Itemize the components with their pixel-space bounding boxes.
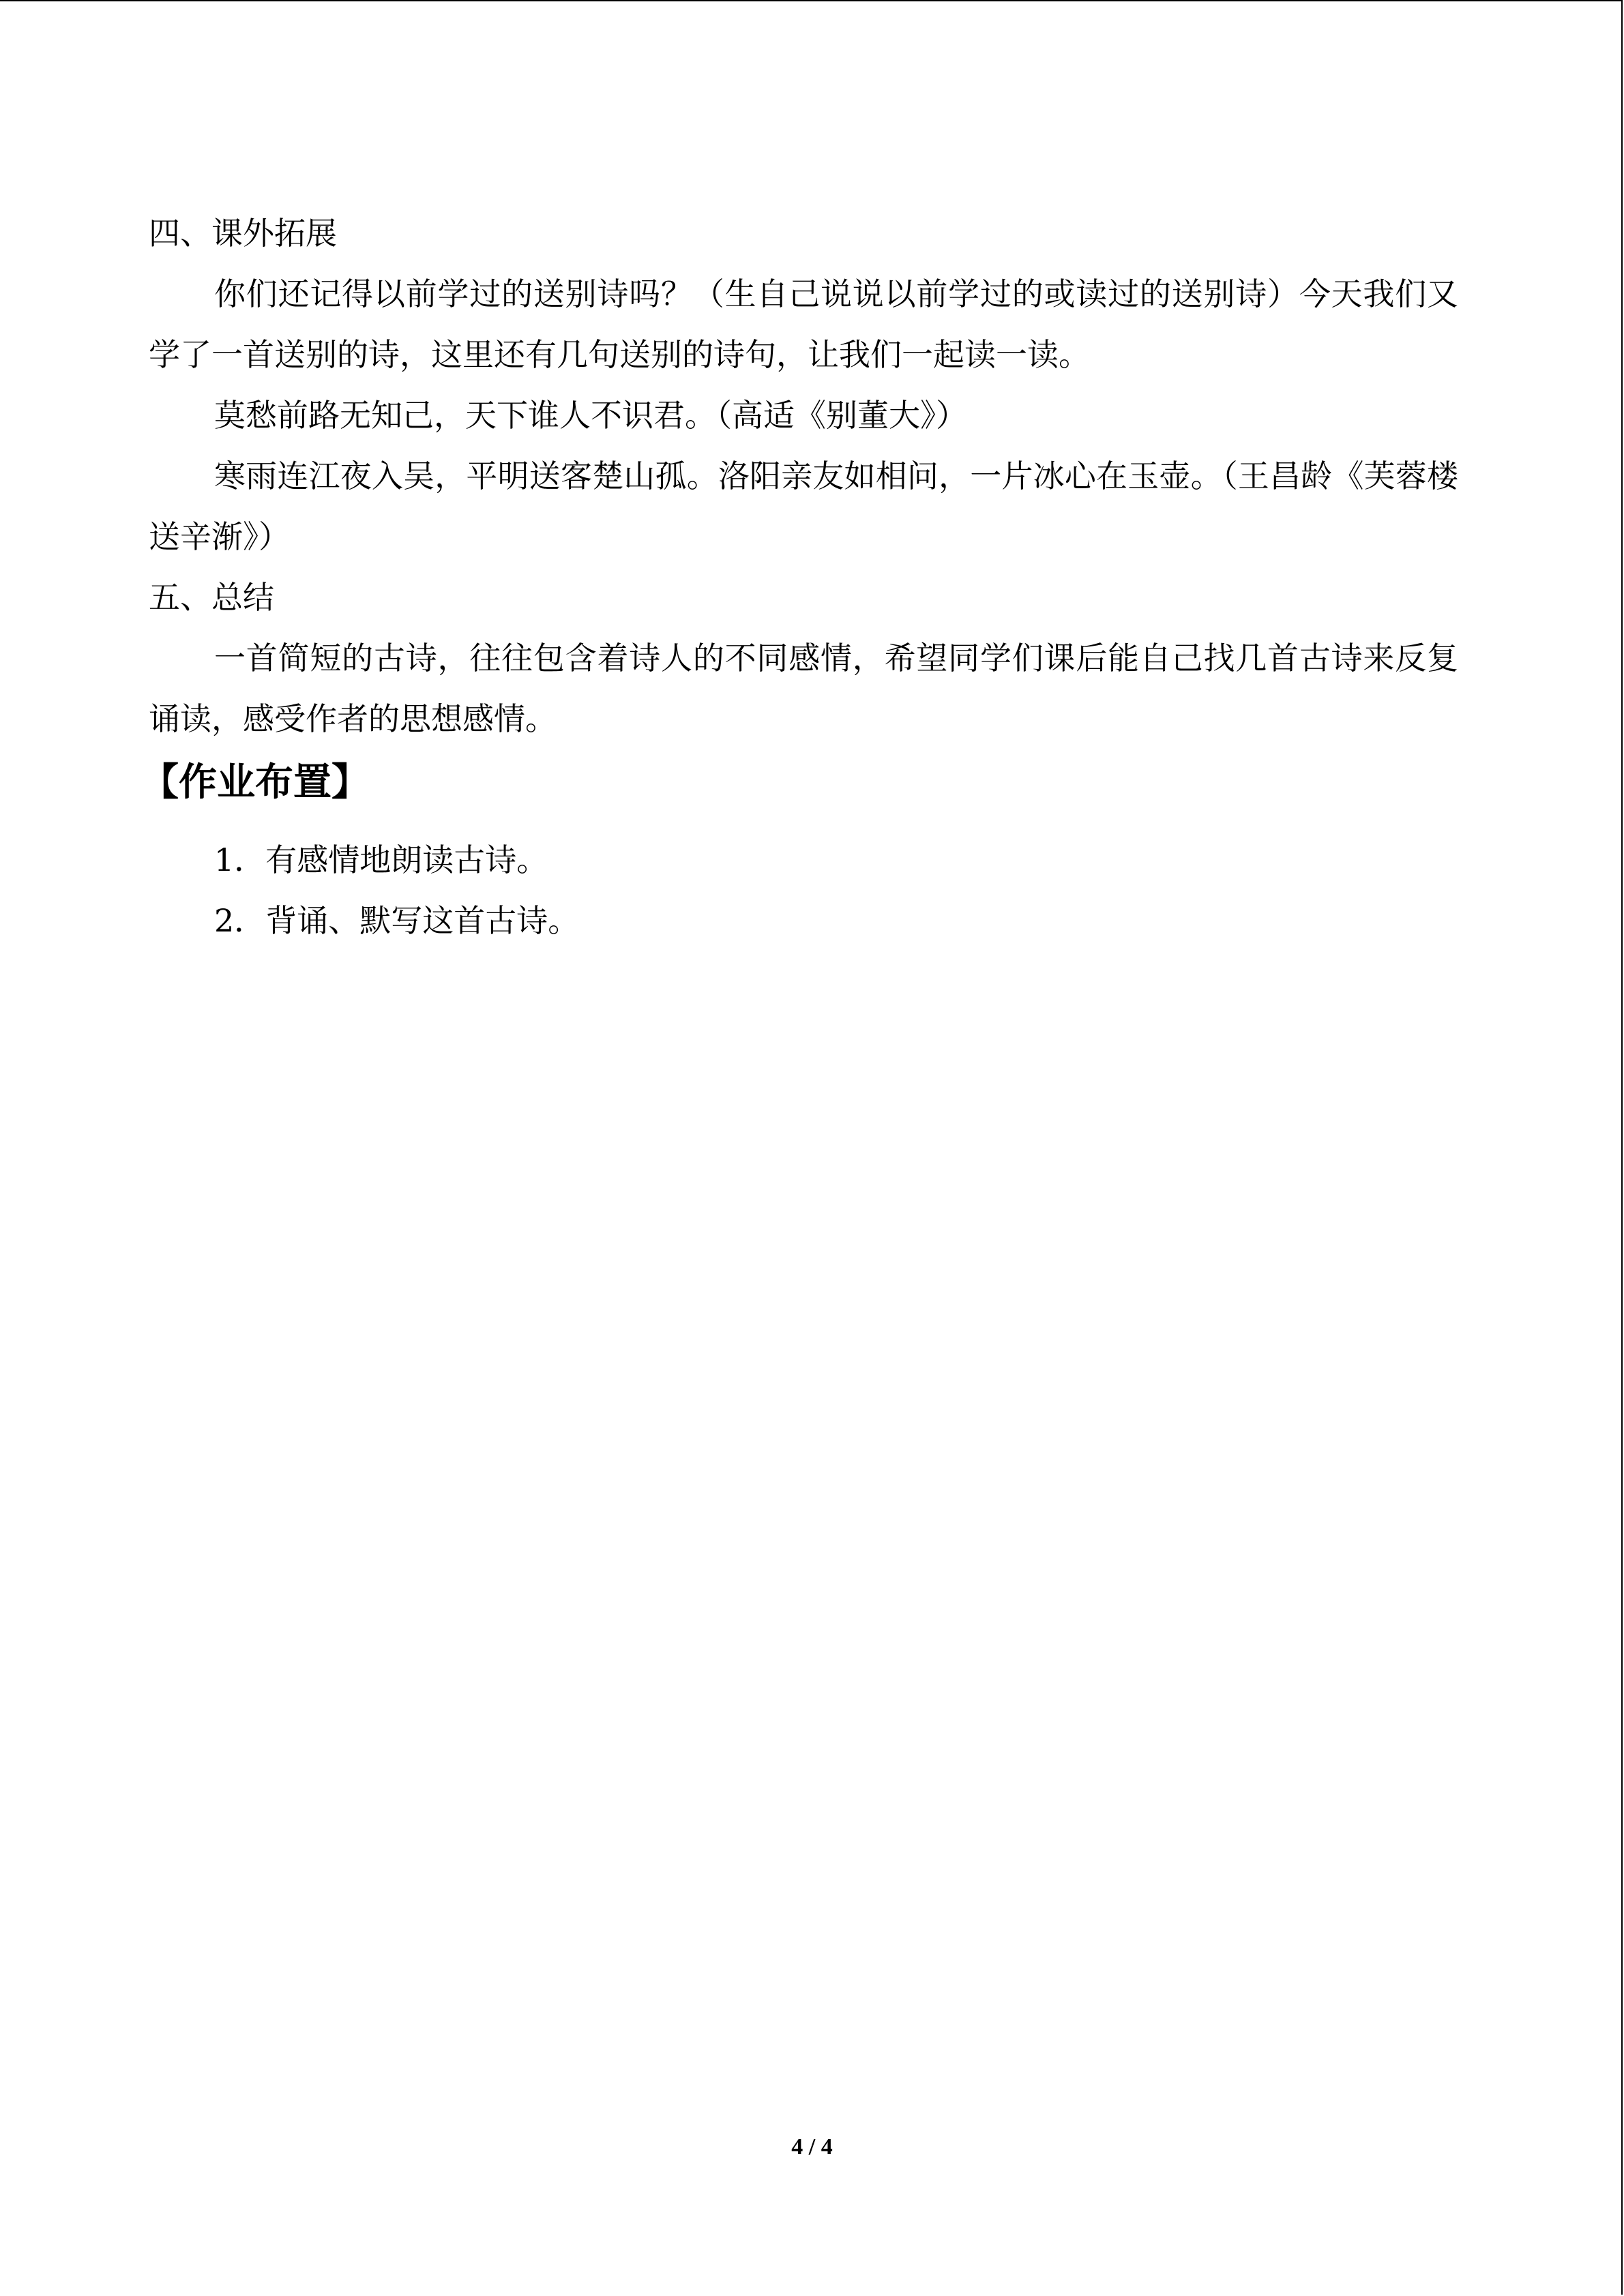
summary-paragraph: 一首简短的古诗，往往包含着诗人的不同感情，希望同学们课后能自己找几首古诗来反复诵读，感受作者的思想感情。 [149,640,1458,737]
poem-quote-wangchangling: 寒雨连江夜入吴，平明送客楚山孤。洛阳亲友如相问，一片冰心在玉壶。（王昌龄《芙蓉楼送辛渐》） [149,458,1458,555]
section-heading-summary: 五、总结 [149,579,274,616]
homework-item: 2．背诵、默写这首古诗。 [214,902,580,939]
section-heading-extension: 四、课外拓展 [149,215,337,252]
page-number: 4 / 4 [791,2134,833,2160]
poem-quote-gaoshi: 莫愁前路无知己，天下谁人不识君。（高适《别董大》） [214,397,967,434]
homework-item: 1．有感情地朗读古诗。 [214,841,548,878]
document-body [141,203,1458,951]
homework-heading: 【作业布置】 [141,760,370,805]
extension-intro-paragraph: 你们还记得以前学过的送别诗吗？（生自己说说以前学过的或读过的送别诗）今天我们又学了一首送别的诗，这里还有几句送别的诗句，让我们一起读一读。 [149,275,1458,373]
